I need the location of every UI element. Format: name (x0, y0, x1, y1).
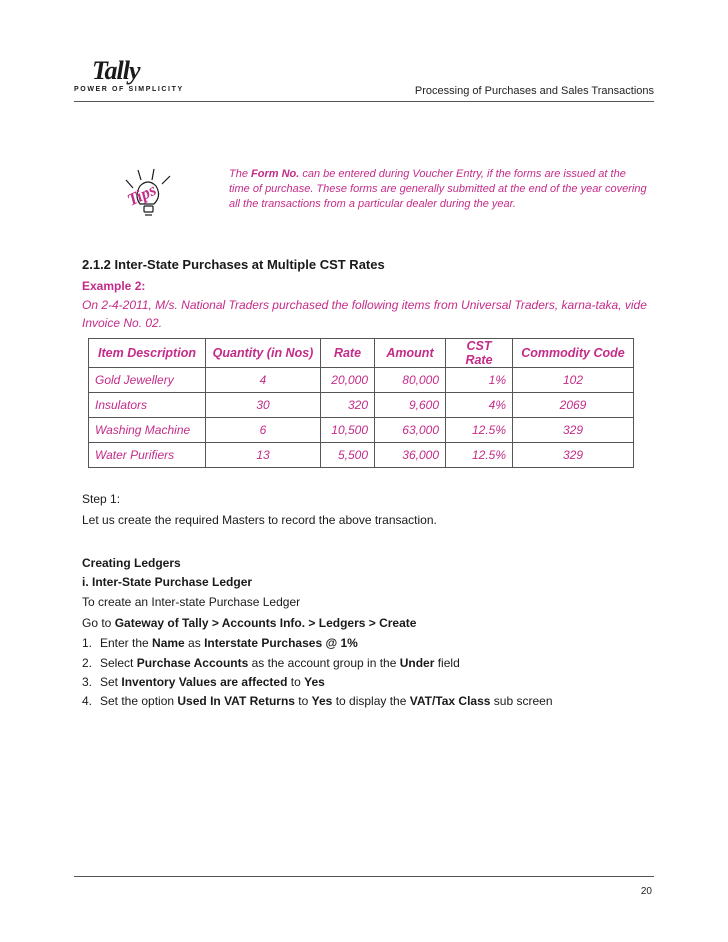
col-amount: Amount (375, 339, 446, 368)
tips-label: Tips (124, 179, 160, 210)
example-label: Example 2: (82, 279, 146, 293)
tally-logo (74, 58, 184, 93)
step-item-2: 2. Select Purchase Accounts as the account group in the Under field (82, 656, 460, 670)
example-text: On 2-4-2011, M/s. National Traders purchased the following items from Universal Traders, karna-taka, vide Invoice No. 02. (82, 298, 647, 330)
step-item-3: 3. Set Inventory Values are affected to Yes (82, 675, 325, 689)
table-row: Gold Jewellery 4 20,000 80,000 1% 102 (89, 368, 634, 393)
tips-bulb-icon (118, 166, 180, 228)
col-rate: Rate (321, 339, 375, 368)
goto-path: Go to Gateway of Tally > Accounts Info. > Ledgers > Create (82, 616, 417, 630)
tips-form-no: Form No. (251, 168, 300, 180)
step-item-4: 4. Set the option Used In VAT Returns to Yes to display the VAT/Tax Class sub screen (82, 694, 553, 708)
header-divider (74, 101, 654, 102)
footer-divider (74, 876, 654, 877)
table-row: Washing Machine 6 10,500 63,000 12.5% 329 (89, 418, 634, 443)
step-item-1: 1. Enter the Name as Interstate Purchases @ 1% (82, 636, 358, 650)
intro-text: Let us create the required Masters to record the above transaction. (82, 513, 437, 527)
header-title: Processing of Purchases and Sales Transactions (414, 85, 654, 97)
col-cst-rate: CST Rate (446, 339, 513, 368)
logo-tagline: POWER OF SIMPLICITY (74, 86, 184, 93)
purchase-items-table (88, 338, 634, 468)
ledger-intro: To create an Inter-state Purchase Ledger (82, 595, 301, 609)
section-title: 2.1.2 Inter-State Purchases at Multiple CST Rates (82, 257, 385, 272)
menu-path: Gateway of Tally > Accounts Info. > Ledgers > Create (114, 616, 417, 630)
table-row: Insulators 30 320 9,600 4% 2069 (89, 393, 634, 418)
page-number: 20 (640, 886, 652, 897)
logo-wordmark: Tally (92, 56, 140, 85)
table-header-row (89, 339, 634, 368)
tips-note: The Form No. can be entered during Voucher Entry, if the forms are issued at the time of purchase. These forms are generally submitted at the end of the year covering all the transactions from a particular dealer during the year. (229, 168, 647, 210)
col-item-description: Item Description (89, 339, 206, 368)
ledger-subheading: i. Inter-State Purchase Ledger (82, 575, 253, 589)
step-label: Step 1: (82, 492, 121, 506)
col-quantity: Quantity (in Nos) (206, 339, 321, 368)
col-commodity-code: Commodity Code (513, 339, 634, 368)
creating-ledgers-heading: Creating Ledgers (82, 556, 181, 570)
table-row: Water Purifiers 13 5,500 36,000 12.5% 329 (89, 443, 634, 468)
